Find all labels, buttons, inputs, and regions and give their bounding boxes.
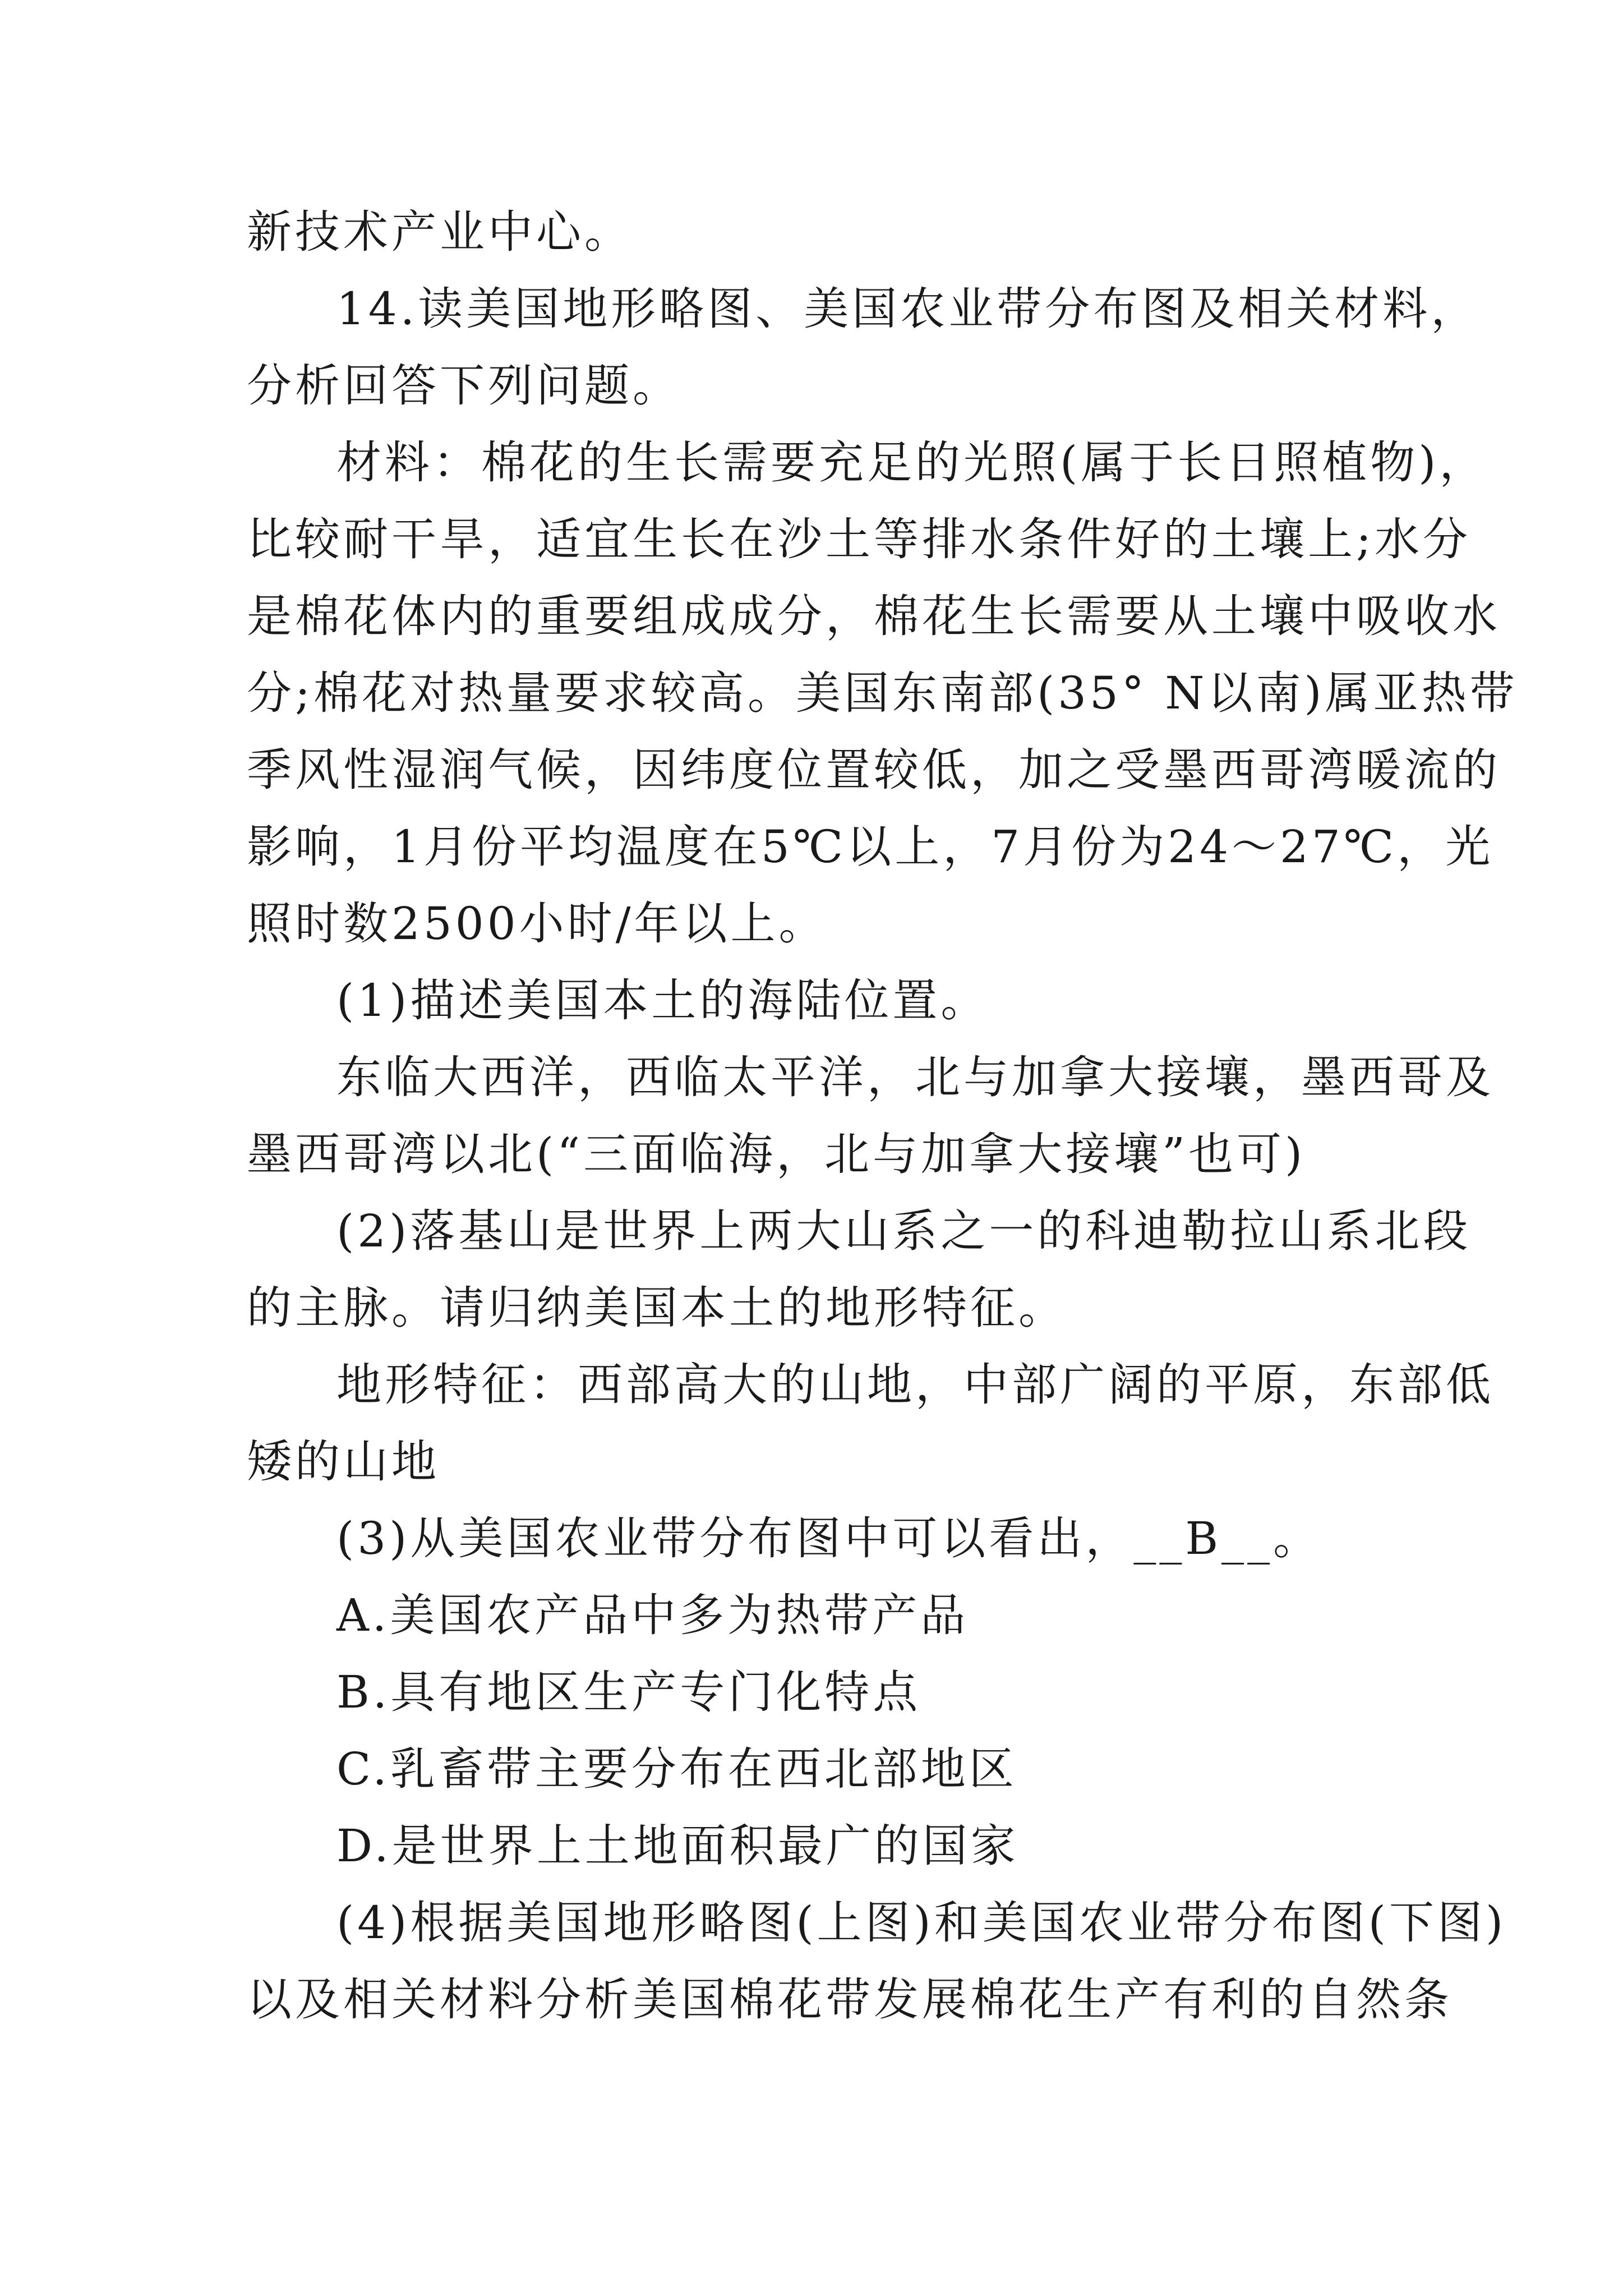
text-line: 墨西哥湾以北(“三面临海，北与加拿大接壤”也可): [247, 1128, 1306, 1180]
text-line: 影响，1月份平均温度在5℃以上，7月份为24～27℃，光: [247, 821, 1494, 873]
text-line: 矮的山地: [247, 1435, 440, 1488]
option-b: B.具有地区生产专门化特点: [336, 1666, 921, 1718]
option-a: A.美国农产品中多为热带产品: [336, 1589, 969, 1641]
sub-question-1: (1)描述美国本土的海陆位置。: [336, 974, 989, 1027]
text-line: 照时数2500小时/年以上。: [247, 898, 827, 950]
text-line: 分;棉花对热量要求较高。美国东南部(35° N以南)属亚热带: [247, 667, 1518, 719]
sub-question-3: (3)从美国农业带分布图中可以看出，__B__。: [336, 1512, 1322, 1565]
document-body: [247, 194, 1518, 2038]
text-line: 季风性湿润气候，因纬度位置较低，加之受墨西哥湾暖流的: [247, 744, 1501, 796]
text-line: 新技术产业中心。: [247, 206, 633, 258]
question-14-stem: 14.读美国地形略图、美国农业带分布图及相关材料，: [336, 283, 1479, 335]
answer-2: 地形特征：西部高大的山地，中部广阔的平原，东部低: [336, 1359, 1494, 1411]
option-d: D.是世界上土地面积最广的国家: [336, 1820, 1019, 1872]
text-line: 是棉花体内的重要组成成分，棉花生长需要从土壤中吸收水: [247, 590, 1501, 642]
material-paragraph: 材料：棉花的生长需要充足的光照(属于长日照植物)，: [336, 436, 1488, 489]
sub-question-4: (4)根据美国地形略图(上图)和美国农业带分布图(下图): [336, 1897, 1507, 1949]
text-line: 的主脉。请归纳美国本土的地形特征。: [247, 1282, 1067, 1334]
text-line: 比较耐干旱，适宜生长在沙土等排水条件好的土壤上;水分: [247, 513, 1471, 565]
option-c: C.乳畜带主要分布在西北部地区: [336, 1743, 1017, 1795]
text-line: 分析回答下列问题。: [247, 360, 681, 412]
text-line: 以及相关材料分析美国棉花带发展棉花生产有利的自然条: [247, 1973, 1453, 2026]
sub-question-2: (2)落基山是世界上两大山系之一的科迪勒拉山系北段: [336, 1205, 1472, 1257]
answer-1: 东临大西洋，西临太平洋，北与加拿大接壤，墨西哥及: [336, 1051, 1494, 1103]
